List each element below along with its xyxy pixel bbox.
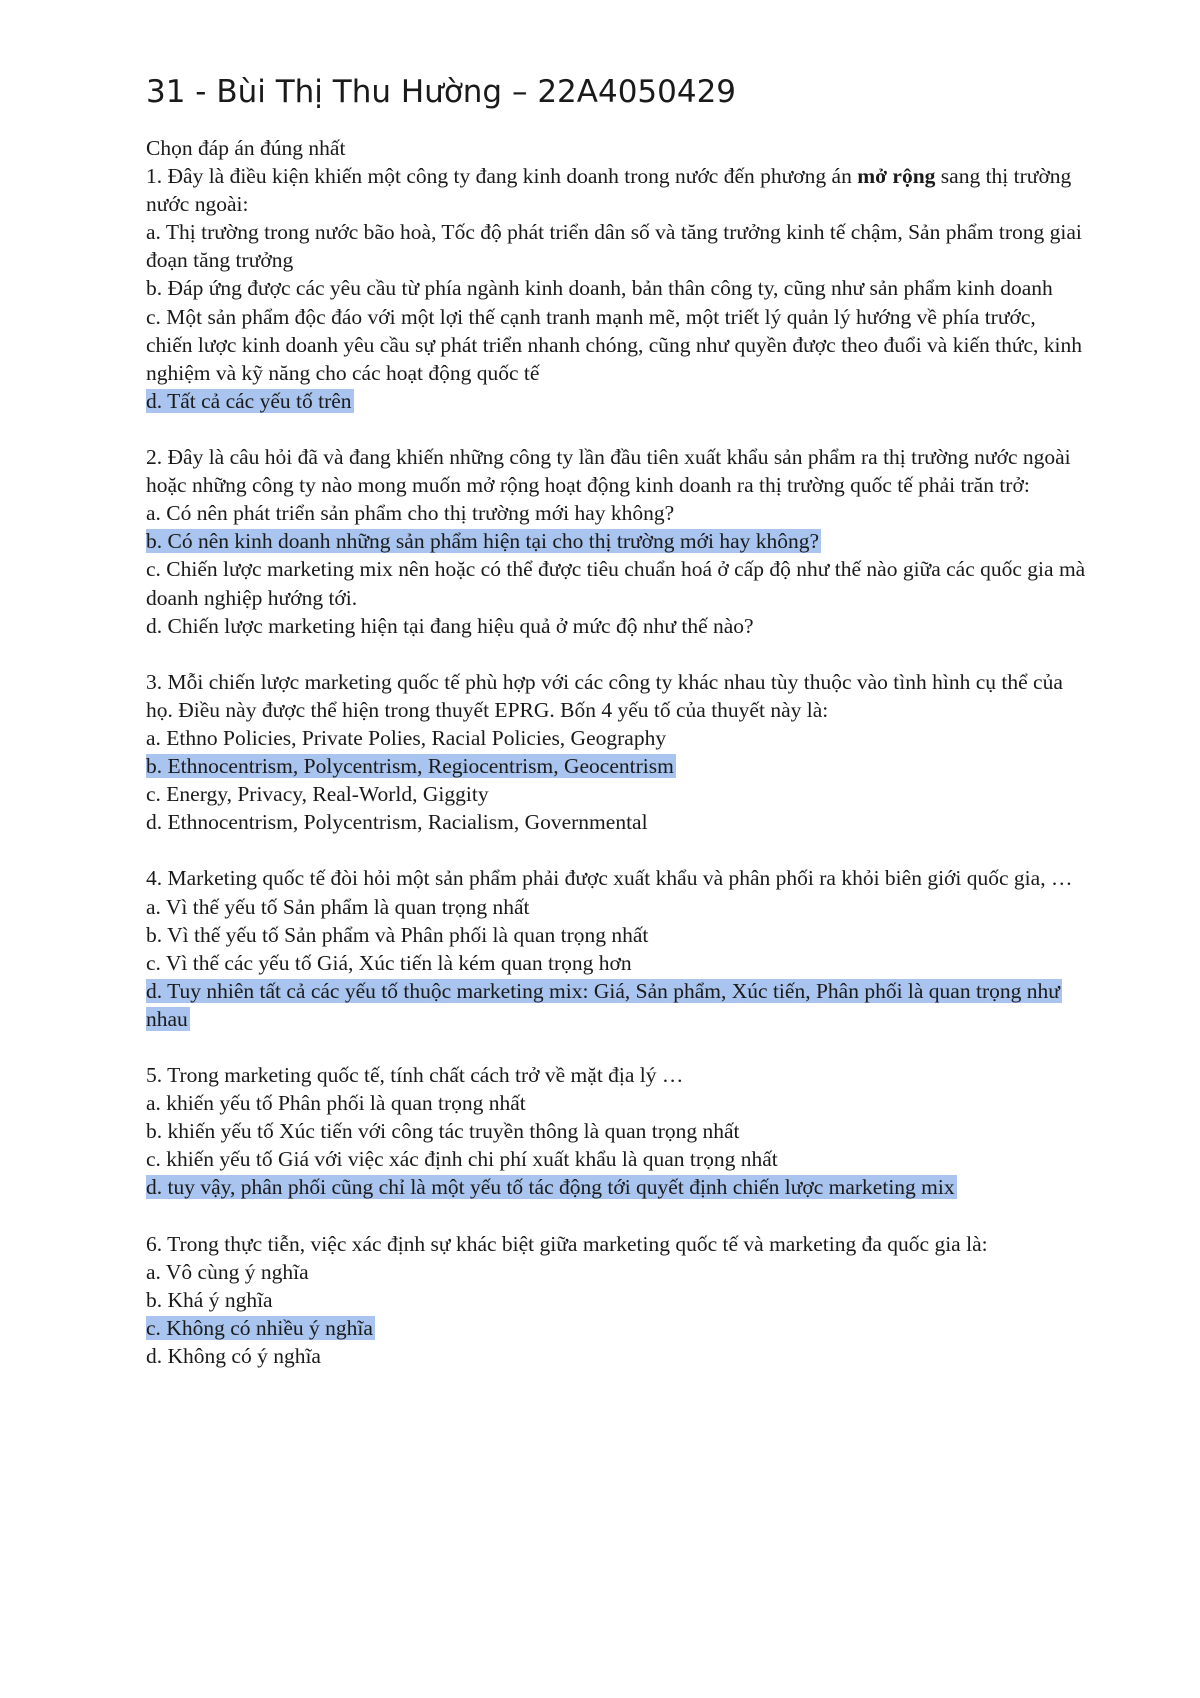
question-5-option-d <box>146 1173 1086 1201</box>
highlighted-answer: b. Có nên kinh doanh những sản phẩm hiện tại cho thị trường mới hay không? <box>146 529 820 554</box>
question-1-option-b <box>146 274 1086 302</box>
option-text: a. Ethno Policies, Private Polies, Racial Policies, Geography <box>146 725 667 750</box>
question-4-option-c <box>146 949 1086 977</box>
question-3-option-a <box>146 724 1086 752</box>
option-text: b. Đáp ứng được các yêu cầu từ phía ngành kinh doanh, bản thân công ty, cũng như sản phẩm kinh doanh <box>146 276 1053 301</box>
question-6-option-a <box>146 1258 1086 1286</box>
question-5-option-a <box>146 1089 1086 1117</box>
question-2-option-d <box>146 612 1086 640</box>
option-text: d. Không có ý nghĩa <box>146 1344 321 1369</box>
question-4-stem: 4. Marketing quốc tế đòi hỏi một sản phẩm phải được xuất khẩu và phân phối ra khỏi biên giới quốc gia, … <box>146 866 1073 891</box>
question-1-stem-part-2: sang thị trường nước ngoài: <box>146 164 1072 217</box>
question-1 <box>146 162 1086 415</box>
option-text: b. Khá ý nghĩa <box>146 1287 273 1312</box>
highlighted-answer: b. Ethnocentrism, Polycentrism, Regiocentrism, Geocentrism <box>146 754 674 779</box>
question-1-option-d <box>146 387 1086 415</box>
question-4-option-a <box>146 893 1086 921</box>
document-content <box>146 72 1086 1398</box>
highlighted-answer: d. Tuy nhiên tất cả các yếu tố thuộc marketing mix: Giá, Sản phẩm, Xúc tiến, Phân phối là quan trọng như nhau <box>146 978 1060 1031</box>
option-text: a. Thị trường trong nước bão hoà, Tốc độ phát triển dân số và tăng trưởng kinh tế chậm, Sản phẩm trong giai đoạn tăng trưởng <box>146 220 1082 273</box>
question-4-option-d <box>146 977 1086 1033</box>
question-6-option-b <box>146 1286 1086 1314</box>
highlighted-answer: d. Tất cả các yếu tố trên <box>146 388 352 413</box>
question-1-option-a <box>146 218 1086 274</box>
option-text: b. Vì thế yếu tố Sản phẩm và Phân phối là quan trọng nhất <box>146 922 649 947</box>
option-text: b. khiến yếu tố Xúc tiến với công tác truyền thông là quan trọng nhất <box>146 1119 740 1144</box>
question-1-stem-part-1: 1. Đây là điều kiện khiến một công ty đang kinh doanh trong nước đến phương án <box>146 164 858 189</box>
question-5-option-c <box>146 1145 1086 1173</box>
question-2 <box>146 443 1086 640</box>
option-text: c. Một sản phẩm độc đáo với một lợi thế cạnh tranh mạnh mẽ, một triết lý quản lý hướng về phía trước, chiến lược kinh doanh yêu cầu sự phát triển nhanh chóng, cũng như quyền được theo đuổi và kiến thức, kinh nghiệm và kỹ năng cho các hoạt động quốc tế <box>146 304 1083 385</box>
question-2-option-b <box>146 527 1086 555</box>
option-text: c. Vì thế các yếu tố Giá, Xúc tiến là kém quan trọng hơn <box>146 950 632 975</box>
option-text: d. Ethnocentrism, Polycentrism, Racialism, Governmental <box>146 810 648 835</box>
question-3-option-d <box>146 808 1086 836</box>
question-2-option-c <box>146 555 1086 611</box>
highlighted-answer: d. tuy vậy, phân phối cũng chỉ là một yếu tố tác động tới quyết định chiến lược marketing mix <box>146 1175 955 1200</box>
question-2-option-a <box>146 499 1086 527</box>
option-text: c. Chiến lược marketing mix nên hoặc có thể được tiêu chuẩn hoá ở cấp độ như thế nào giữa các quốc gia mà doanh nghiệp hướng tới. <box>146 557 1086 610</box>
option-text: c. khiến yếu tố Giá với việc xác định chi phí xuất khẩu là quan trọng nhất <box>146 1147 778 1172</box>
option-text: c. Energy, Privacy, Real-World, Giggity <box>146 782 489 807</box>
document-title: 31 - Bùi Thị Thu Hường – 22A4050429 <box>146 74 737 110</box>
question-3-option-b <box>146 752 1086 780</box>
question-6-option-c <box>146 1314 1086 1342</box>
question-3-option-c <box>146 780 1086 808</box>
question-6-stem: 6. Trong thực tiễn, việc xác định sự khác biệt giữa marketing quốc tế và marketing đa quốc gia là: <box>146 1231 988 1256</box>
question-3 <box>146 668 1086 837</box>
question-5 <box>146 1061 1086 1201</box>
question-4 <box>146 864 1086 1033</box>
option-text: a. Có nên phát triển sản phẩm cho thị trường mới hay không? <box>146 501 675 526</box>
question-5-option-b <box>146 1117 1086 1145</box>
instruction-text: Chọn đáp án đúng nhất <box>146 136 346 160</box>
question-4-option-b <box>146 921 1086 949</box>
question-5-stem: 5. Trong marketing quốc tế, tính chất cách trở về mặt địa lý … <box>146 1063 684 1088</box>
question-3-stem: 3. Mỗi chiến lược marketing quốc tế phù hợp với các công ty khác nhau tùy thuộc vào tình hình cụ thể của họ. Điều này được thể hiện trong thuyết EPRG. Bốn 4 yếu tố của thuyết này là: <box>146 669 1063 722</box>
option-text: a. Vì thế yếu tố Sản phẩm là quan trọng nhất <box>146 894 530 919</box>
highlighted-answer: c. Không có nhiều ý nghĩa <box>146 1315 373 1340</box>
question-6-option-d <box>146 1342 1086 1370</box>
question-1-stem <box>146 162 1086 218</box>
option-text: d. Chiến lược marketing hiện tại đang hiệu quả ở mức độ như thế nào? <box>146 613 754 638</box>
question-2-stem: 2. Đây là câu hỏi đã và đang khiến những công ty lần đầu tiên xuất khẩu sản phẩm ra thị trường nước ngoài hoặc những công ty nào mong muốn mở rộng hoạt động kinh doanh ra thị trường quốc tế phải trăn trở: <box>146 445 1071 498</box>
option-text: a. Vô cùng ý nghĩa <box>146 1259 309 1284</box>
option-text: a. khiến yếu tố Phân phối là quan trọng nhất <box>146 1091 526 1116</box>
document-body <box>146 134 1086 1370</box>
question-6 <box>146 1230 1086 1370</box>
question-1-stem-emphasis: mở rộng <box>857 164 936 189</box>
question-1-option-c <box>146 303 1086 387</box>
